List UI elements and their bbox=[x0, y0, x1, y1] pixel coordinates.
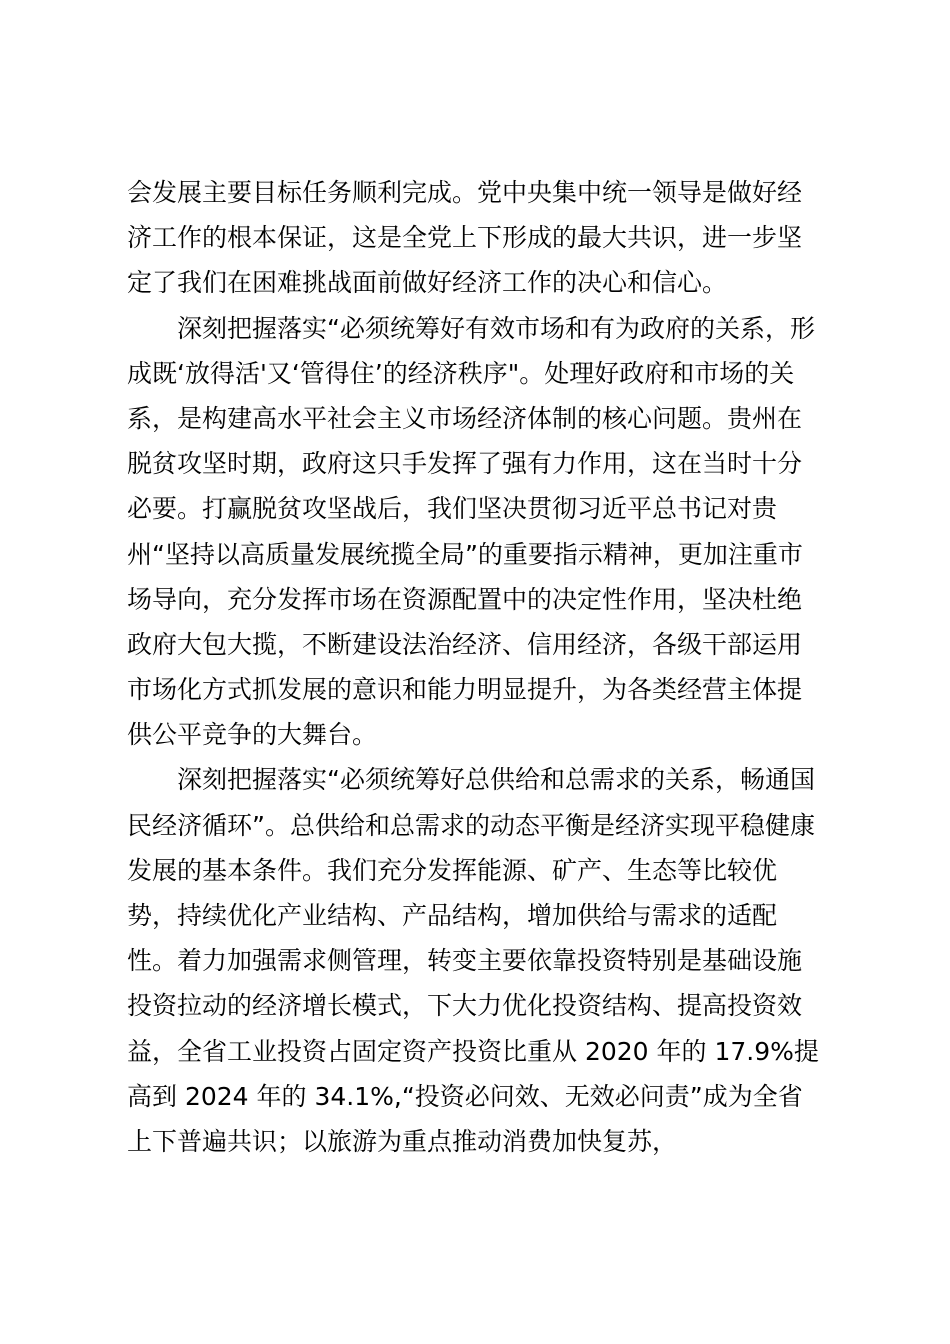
text-line: 会发展主要目标任务顺利完成。党中央集中统一领导是做好经 bbox=[127, 178, 803, 207]
paragraph-1 bbox=[127, 170, 832, 306]
text-line: 势，持续优化产业结构、产品结构，增加供给与需求的适配 bbox=[127, 901, 778, 930]
text-line: 市场化方式抓发展的意识和能力明显提升，为各类经营主体提 bbox=[127, 675, 803, 705]
text-line: 必要。打赢脱贫攻坚战后，我们坚决贯彻习近平总书记对贵 bbox=[127, 494, 778, 524]
paragraph-2 bbox=[127, 306, 832, 758]
text-line: 民经济循环”。总供给和总需求的动态平衡是经济实现平稳健康 bbox=[127, 810, 815, 840]
text-line: 济工作的根本保证，这是全党上下形成的最大共识，进一步坚 bbox=[127, 223, 803, 253]
text-line: 投资拉动的经济增长模式，下大力优化投资结构、提高投资效 bbox=[127, 991, 803, 1021]
text-line: 益，全省工业投资占固定资产投资比重从 2020 年的 17.9%提 bbox=[127, 1036, 819, 1066]
body-text bbox=[127, 170, 832, 1164]
text-line: 深刻把握落实“必须统筹好总供给和总需求的关系，畅通国 bbox=[177, 765, 815, 795]
text-line: 场导向，充分发挥市场在资源配置中的决定性作用，坚决杜绝 bbox=[127, 584, 803, 614]
text-line: 深刻把握落实“必须统筹好有效市场和有为政府的关系，形 bbox=[177, 313, 815, 343]
text-line: 性。着力加强需求侧管理，转变主要依靠投资特别是基础设施 bbox=[127, 946, 803, 976]
text-line: 高到 2024 年的 34.1%,“投资必问效、无效必问责”成为全省 bbox=[127, 1081, 803, 1111]
text-line: 供公平竞争的大舞台。 bbox=[127, 720, 378, 750]
text-line: 州“坚持以高质量发展统揽全局”的重要指示精神，更加注重市 bbox=[127, 539, 803, 569]
paragraph-3 bbox=[127, 757, 832, 1164]
text-line: 上下普遍共识；以旅游为重点推动消费加快复苏， bbox=[127, 1126, 678, 1156]
text-line: 系，是构建高水平社会主义市场经济体制的核心问题。贵州在 bbox=[127, 403, 803, 433]
text-line: 政府大包大揽，不断建设法治经济、信用经济，各级干部运用 bbox=[127, 629, 803, 659]
text-line: 脱贫攻坚时期，政府这只手发挥了强有力作用，这在当时十分 bbox=[127, 449, 803, 479]
text-line: 发展的基本条件。我们充分发挥能源、矿产、生态等比较优 bbox=[127, 855, 778, 885]
text-line: 成既‘放得活'又‘管得住’的经济秩序"。处理好政府和市场的关 bbox=[127, 358, 795, 388]
text-line: 定了我们在困难挑战面前做好经济工作的决心和信心。 bbox=[127, 268, 728, 298]
